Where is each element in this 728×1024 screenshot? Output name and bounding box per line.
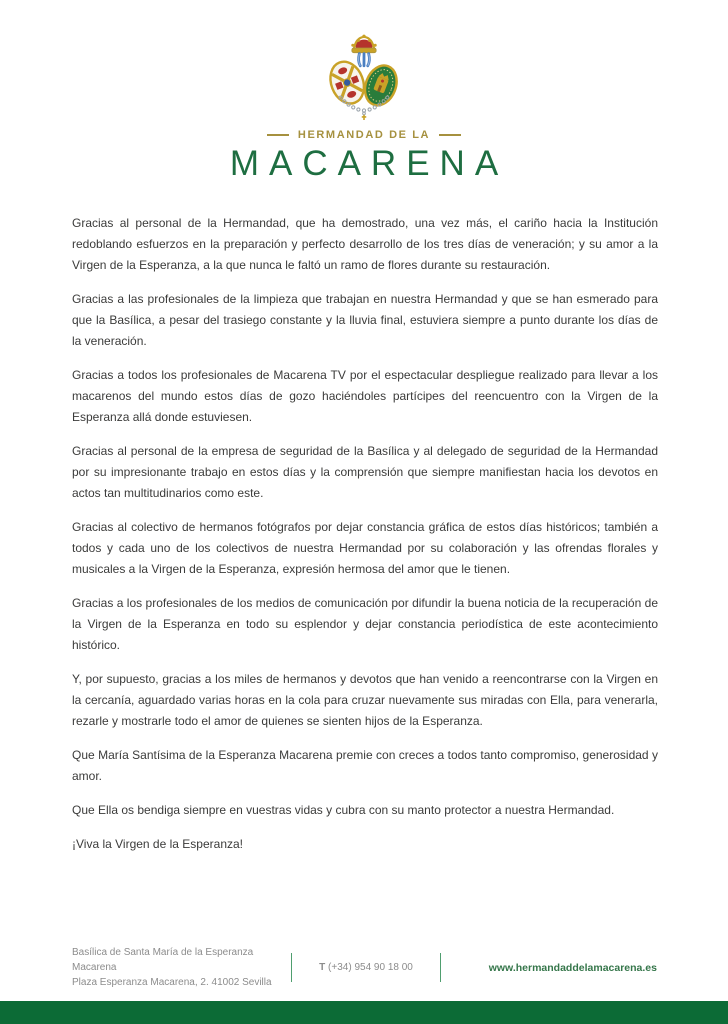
paragraph: Que María Santísima de la Esperanza Macarena premie con creces a todos tanto compromiso, generosidad y amor.: [72, 748, 658, 783]
footer-address-line2: Plaza Esperanza Macarena, 2. 41002 Sevilla: [72, 977, 272, 988]
paragraph: ¡Viva la Virgen de la Esperanza!: [72, 837, 243, 851]
dash-ornament-right: [439, 134, 461, 136]
footer-phone-label: T: [319, 962, 326, 973]
dash-ornament-left: [267, 134, 289, 136]
paragraph: Que Ella os bendiga siempre en vuestras vidas y cubra con su manto protector a nuestra Hermandad.: [72, 803, 615, 817]
footer-address-line1: Basílica de Santa María de la Esperanza Macarena: [72, 947, 254, 973]
letterhead: [0, 34, 728, 184]
paragraph: Gracias a todos los profesionales de Macarena TV por el espectacular despliegue realizado para llevar a los macarenos del mundo estos días de gozo haciéndoles partícipes del reencuentro con la Virgen de la Esperanza allá donde estuviesen.: [72, 368, 658, 424]
footer-phone: [291, 953, 441, 982]
footer-phone-number: (+34) 954 90 18 00: [328, 962, 413, 973]
org-title: MACARENA: [229, 144, 509, 183]
paragraph: Gracias al personal de la Hermandad, que ha demostrado, una vez más, el cariño hacia la Institución redoblando esfuerzos en la preparación y perfecto desarrollo de los tres días de veneración; y su amor a la Virgen de la Esperanza, a la que nunca le faltó un ramo de flores durante su restauración.: [72, 216, 658, 272]
org-subtitle: HERMANDAD DE LA: [297, 129, 431, 141]
footer-website: www.hermandaddelamacarena.es: [488, 961, 657, 974]
bottom-green-bar: [0, 1001, 728, 1024]
org-subtitle-row: [0, 129, 728, 141]
paragraph: Gracias a los profesionales de los medios de comunicación por difundir la buena noticia de la recuperación de la Virgen de la Esperanza en todo su esplendor y dejar constancia periodística de este acontecimiento histórico.: [72, 596, 658, 652]
paragraph: Gracias al colectivo de hermanos fotógrafos por dejar constancia gráfica de estos días históricos; también a todos y cada uno de los colectivos de nuestra Hermandad por su colaboración y las ofrendas florales y musicales a la Virgen de la Esperanza, expresión hermosa del amor que le tienen.: [72, 520, 658, 576]
paragraph: Y, por supuesto, gracias a los miles de hermanos y devotos que han venido a reencontrarse con la Virgen en la cercanía, aguardado varias horas en la cola para cruzar nuevamente sus miradas con Ella, para venerarla, rezarle y mostrarle todo el amor de quienes se sienten hijos de la Esperanza.: [72, 672, 658, 728]
paragraph: Gracias a las profesionales de la limpieza que trabajan en nuestra Hermandad y que se han esmerado para que la Basílica, a pesar del trasiego constante y la lluvia final, estuviera siempre a punto durante los días de la veneración.: [72, 292, 658, 348]
paragraph: Gracias al personal de la empresa de seguridad de la Basílica y al delegado de seguridad de la Hermandad por su impresionante trabajo en estos días y la comprensión que siempre manifiestan hacia los devotos en actos tan multitudinarios como este.: [72, 444, 658, 500]
footer-address: [72, 945, 291, 990]
footer: [72, 945, 657, 990]
macarena-crest-icon: [318, 34, 410, 120]
letter-body: [72, 213, 658, 868]
